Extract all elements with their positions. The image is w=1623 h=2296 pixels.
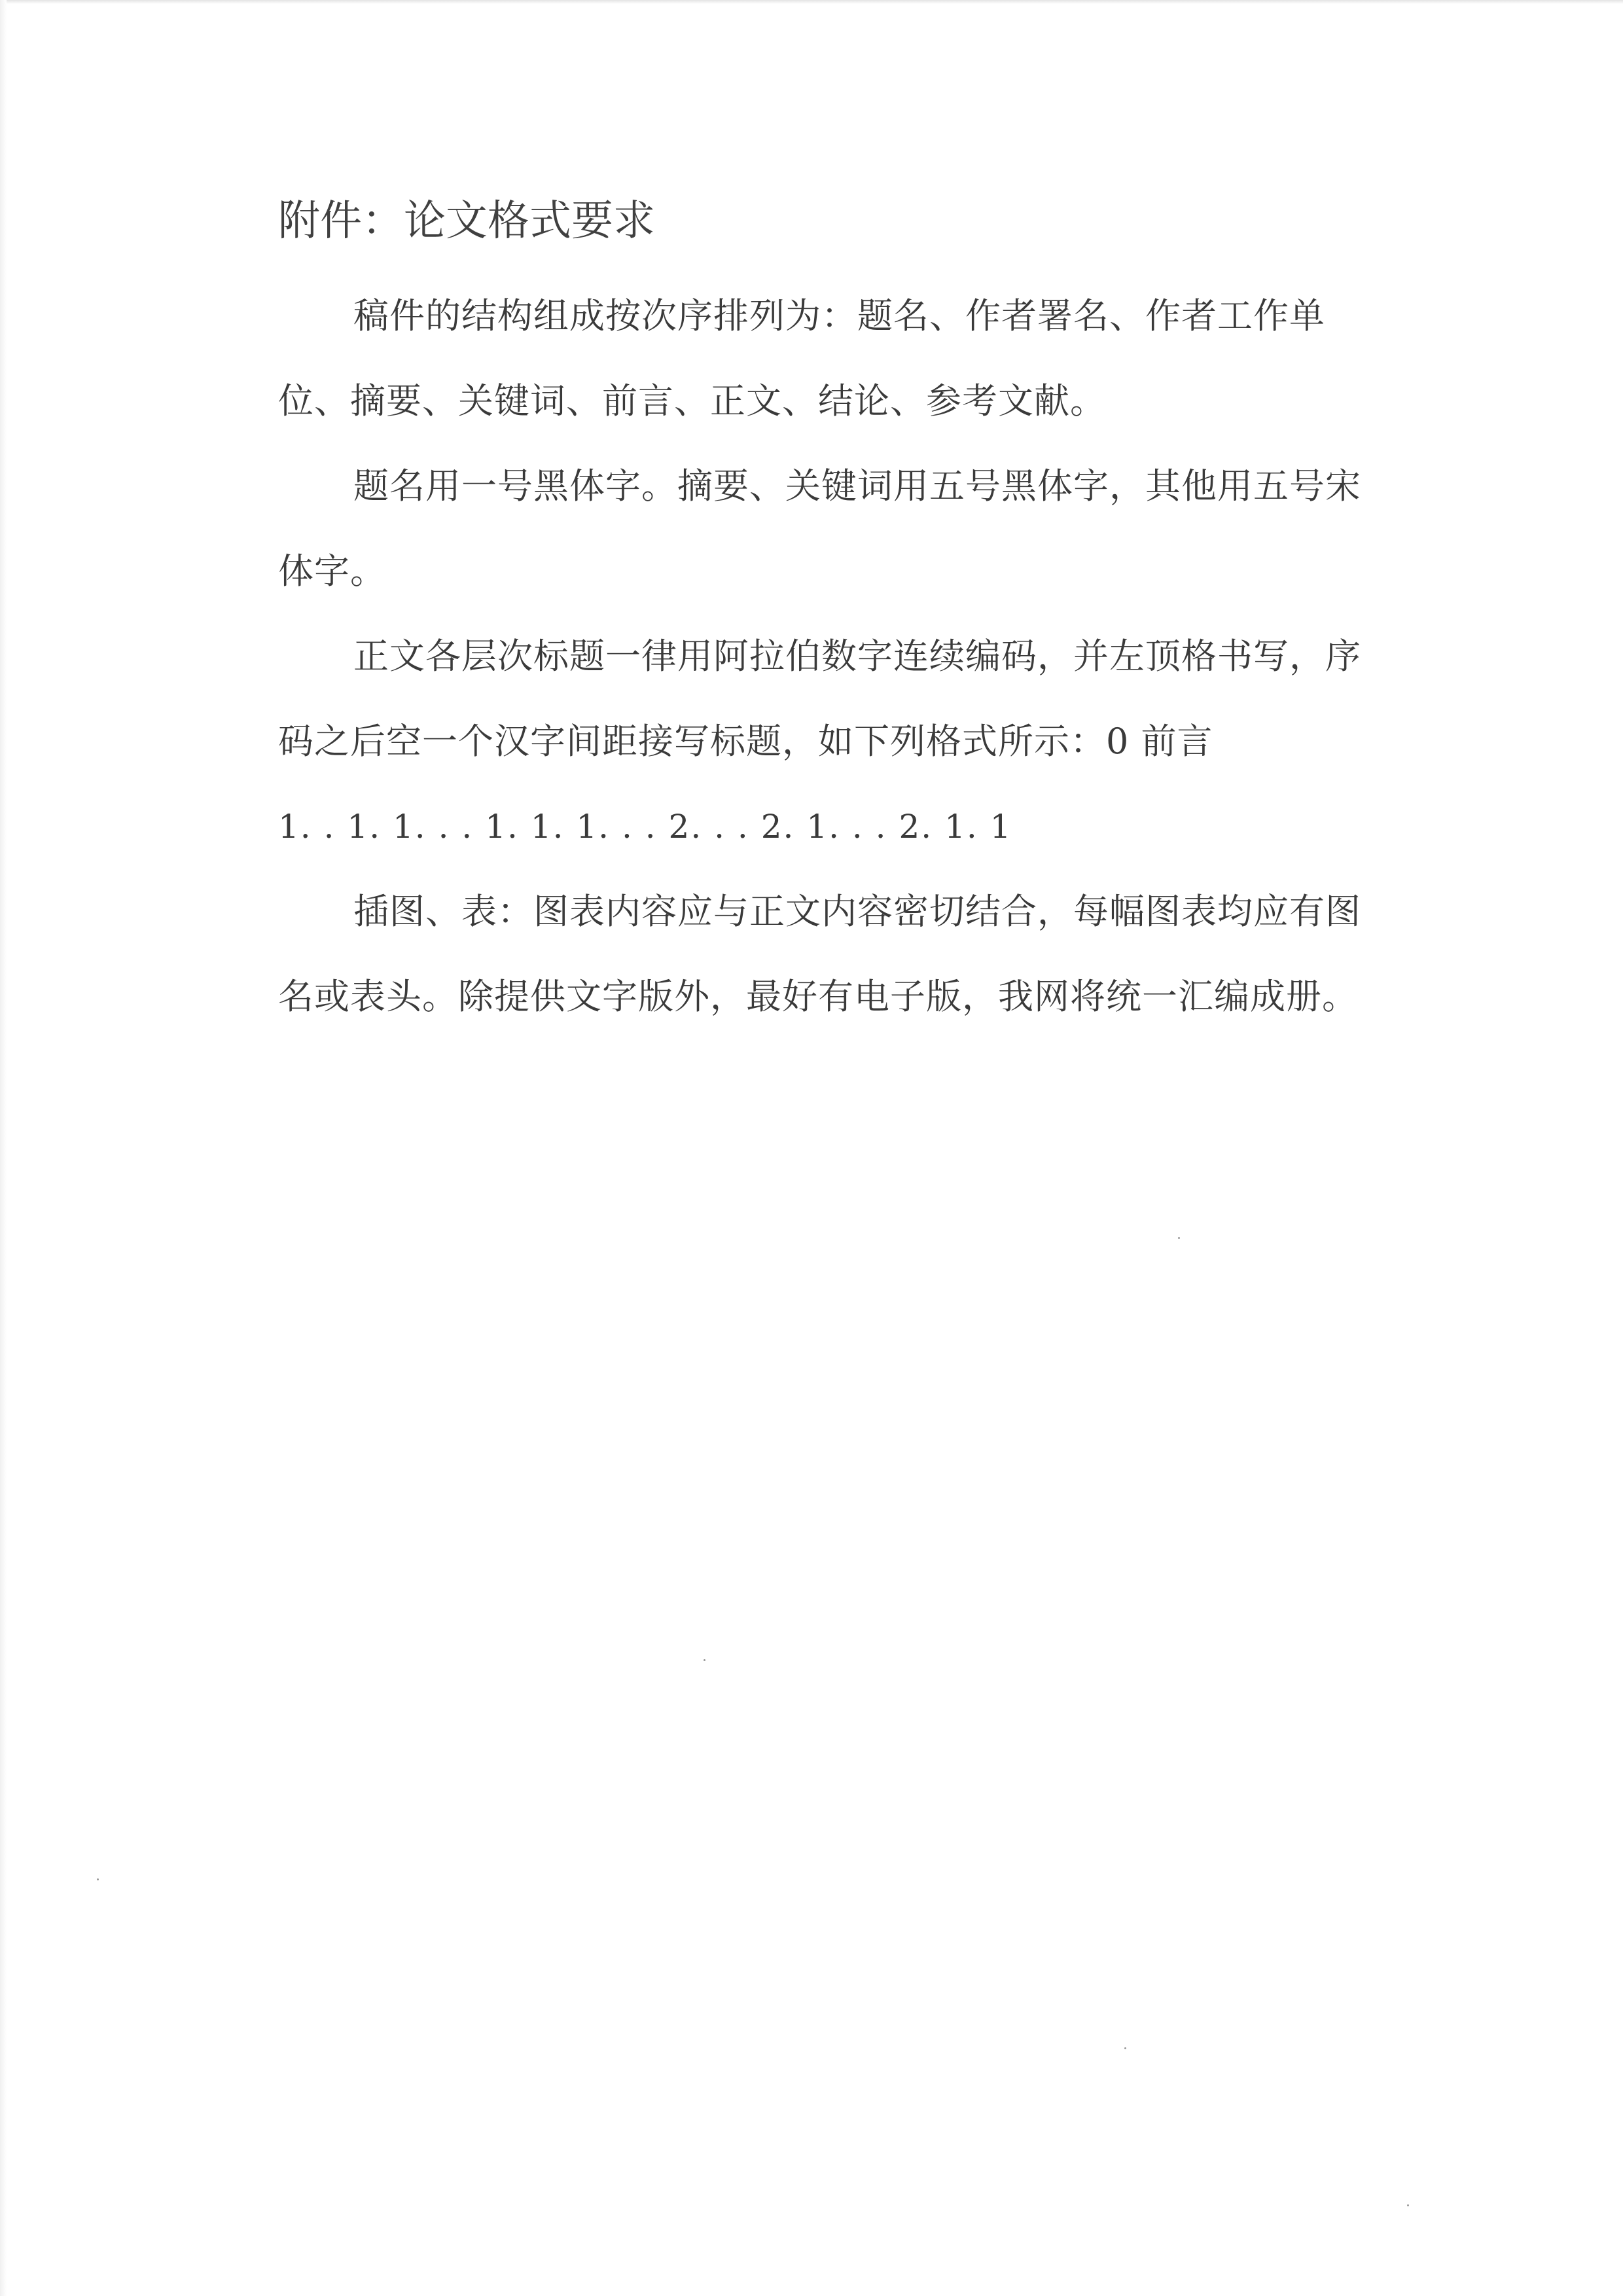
numbering-example: 1. . 1. 1. . . 1. 1. 1. . . 2. . . 2. 1. . . 2. 1. 1 xyxy=(278,808,1012,846)
scan-edge-top xyxy=(0,0,1623,4)
paragraph-structure: 稿件的结构组成按次序排列为：题名、作者署名、作者工作单位、摘要、关键词、前言、正文、结论、参考文献。 xyxy=(278,295,1325,422)
paragraph-fonts: 题名用一号黑体字。摘要、关键词用五号黑体字，其他用五号宋体字。 xyxy=(278,465,1361,592)
document-title: 附件：论文格式要求 xyxy=(278,197,655,245)
scan-speck xyxy=(1124,2047,1126,2049)
scan-speck xyxy=(1407,2204,1409,2206)
scan-speck xyxy=(97,1878,99,1880)
scan-speck xyxy=(704,1659,705,1661)
document-page xyxy=(278,190,1391,1039)
paragraph-headings: 正文各层次标题一律用阿拉伯数字连续编码，并左顶格书写，序码之后空一个汉字间距接写标题，如下列格式所示：0 前言 xyxy=(278,636,1361,762)
paragraph-figures: 插图、表：图表内容应与正文内容密切结合，每幅图表均应有图名或表头。除提供文字版外，最好有电子版，我网将统一汇编成册。 xyxy=(278,891,1361,1017)
scan-edge-left xyxy=(0,0,7,2296)
scan-speck xyxy=(1178,1237,1180,1239)
